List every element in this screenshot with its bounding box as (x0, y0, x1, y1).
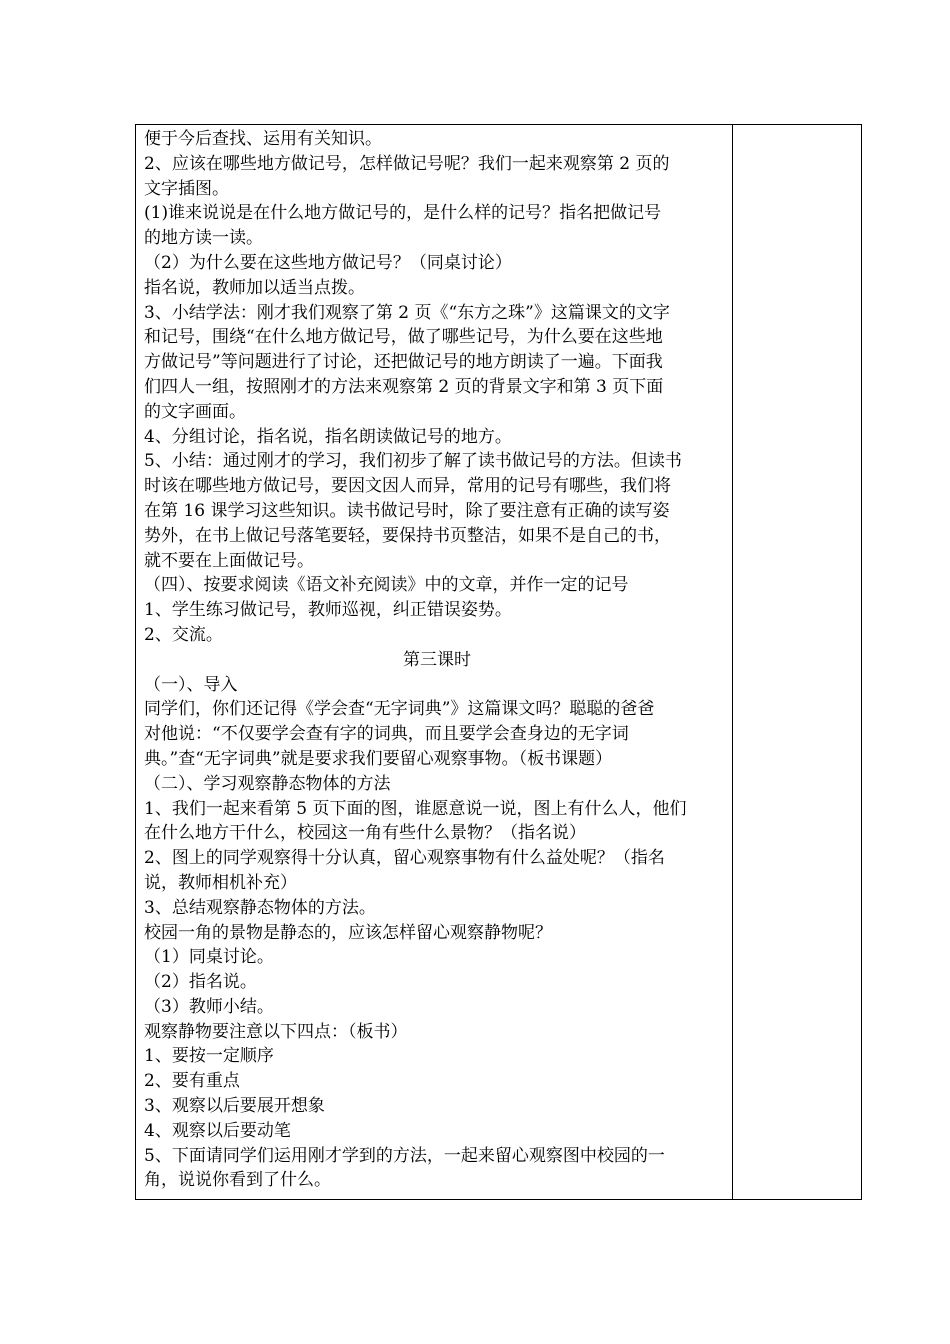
text-line: 指名说，教师加以适当点拨。 (144, 277, 365, 298)
text-line: （2）为什么要在这些地方做记号？（同桌讨论） (144, 252, 512, 273)
lesson-content (144, 127, 730, 1193)
text-line: 校园一角的景物是静态的，应该怎样留心观察静物呢？ (144, 922, 552, 943)
text-line: 就不要在上面做记号。 (144, 550, 314, 571)
column-divider (732, 124, 733, 1200)
text-line: （2）指名说。 (144, 972, 257, 993)
text-line: 3、总结观察静态物体的方法。 (144, 897, 376, 918)
text-line: 文字插图。 (144, 178, 229, 199)
text-line: 在第 16 课学习这些知识。读书做记号时，除了要注意有正确的读写姿 (144, 500, 670, 521)
text-line: 1、我们一起来看第 5 页下面的图，谁愿意说一说，图上有什么人，他们 (144, 798, 687, 819)
text-line: 对他说：“不仅要学会查有字的词典，而且要学会查身边的无字词 (144, 724, 629, 745)
text-line: 2、要有重点 (144, 1071, 240, 1092)
text-line: 5、小结：通过刚才的学习，我们初步了解了读书做记号的方法。但读书 (144, 451, 682, 472)
text-line: 的地方读一读。 (144, 228, 263, 249)
text-line: 方做记号”等问题进行了讨论，还把做记号的地方朗读了一遍。下面我 (144, 352, 663, 373)
text-line: （1）同桌讨论。 (144, 947, 274, 968)
text-line: 在什么地方干什么，校园这一角有些什么景物？（指名说） (144, 823, 586, 844)
text-line: 4、分组讨论，指名说，指名朗读做记号的地方。 (144, 426, 512, 447)
text-line: 1、要按一定顺序 (144, 1046, 274, 1067)
text-line: 便于今后查找、运用有关知识。 (144, 129, 382, 149)
text-line: 2、应该在哪些地方做记号，怎样做记号呢？我们一起来观察第 2 页的 (144, 153, 670, 174)
text-line: 同学们，你们还记得《学会查“无字词典”》这篇课文吗？聪聪的爸爸 (144, 699, 655, 720)
text-line: 和记号，围绕“在什么地方做记号，做了哪些记号，为什么要在这些地 (144, 327, 663, 348)
text-line: 们四人一组，按照刚才的方法来观察第 2 页的背景文字和第 3 页下面 (144, 376, 664, 397)
text-line: （3）教师小结。 (144, 996, 274, 1017)
text-line: 典。”查“无字词典”就是要求我们要留心观察事物。（板书课题） (144, 748, 613, 769)
text-line: 势外，在书上做记号落笔要轻，要保持书页整洁，如果不是自己的书， (144, 525, 671, 546)
text-line: (1)谁来说说是在什么地方做记号的，是什么样的记号？指名把做记号 (144, 203, 662, 224)
text-line: 3、观察以后要展开想象 (144, 1096, 325, 1117)
lesson-period-title: 第三课时 (403, 649, 471, 670)
text-line: 说，教师相机补充） (144, 872, 297, 893)
text-line: 5、下面请同学们运用刚才学到的方法，一起来留心观察图中校园的一 (144, 1145, 665, 1166)
text-line: 2、图上的同学观察得十分认真，留心观察事物有什么益处呢？（指名 (144, 848, 665, 869)
text-line: 观察静物要注意以下四点：（板书） (144, 1021, 408, 1042)
text-line: 1、学生练习做记号，教师巡视，纠正错误姿势。 (144, 600, 512, 621)
section-heading: （四）、按要求阅读《语文补充阅读》中的文章，并作一定的记号 (144, 575, 629, 596)
text-line: 2、交流。 (144, 624, 223, 645)
text-line: 时该在哪些地方做记号，要因文因人而异，常用的记号有哪些，我们将 (144, 476, 671, 497)
text-line: 3、小结学法：刚才我们观察了第 2 页《“东方之珠”》这篇课文的文字 (144, 302, 670, 323)
section-heading: （二）、学习观察静态物体的方法 (144, 773, 391, 794)
text-line: 角，说说你看到了什么。 (144, 1170, 331, 1191)
text-line: 的文字画面。 (144, 401, 246, 422)
section-heading: （一）、导入 (144, 674, 238, 695)
text-line: 4、观察以后要动笔 (144, 1120, 291, 1141)
